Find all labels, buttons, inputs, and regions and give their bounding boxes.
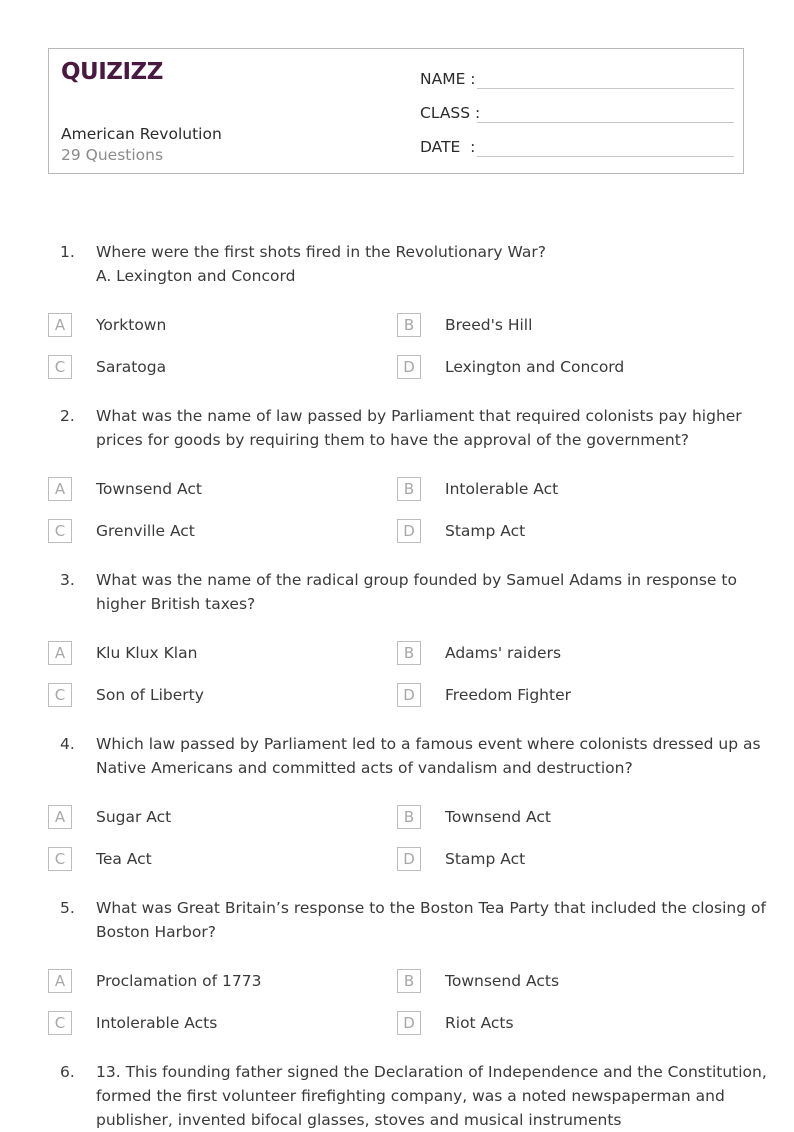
option-letter-box: A bbox=[48, 313, 72, 337]
option-letter-box: A bbox=[48, 805, 72, 829]
option-text: Stamp Act bbox=[445, 850, 526, 868]
question-line: prices for goods by requiring them to have the approval of the government? bbox=[96, 431, 690, 449]
option-letter-box: A bbox=[48, 641, 72, 665]
option-letter-box: B bbox=[397, 969, 421, 993]
question-line: A. Lexington and Concord bbox=[96, 267, 296, 285]
option-text: Intolerable Act bbox=[445, 480, 559, 498]
option-letter-box: C bbox=[48, 519, 72, 543]
question-line: Which law passed by Parliament led to a famous event where colonists dressed up as bbox=[96, 735, 761, 753]
question-line: formed the first volunteer firefighting company, was a noted newspaperman and bbox=[96, 1087, 725, 1105]
option-letter-box: C bbox=[48, 1011, 72, 1035]
question-line: Native Americans and committed acts of vandalism and destruction? bbox=[96, 759, 633, 777]
name-field[interactable] bbox=[420, 67, 734, 89]
option-letter-box: B bbox=[397, 477, 421, 501]
option-text: Son of Liberty bbox=[96, 686, 204, 704]
option-text: Adams' raiders bbox=[445, 644, 562, 662]
option-text: Stamp Act bbox=[445, 522, 526, 540]
option-text: Tea Act bbox=[96, 850, 152, 868]
option-letter-box: A bbox=[48, 969, 72, 993]
question-number: 2. bbox=[60, 407, 75, 425]
option-letter-box: D bbox=[397, 847, 421, 871]
question-line: publisher, invented bifocal glasses, stoves and musical instruments bbox=[96, 1111, 622, 1129]
question-line: higher British taxes? bbox=[96, 595, 256, 613]
option-letter-box: D bbox=[397, 355, 421, 379]
name-label: NAME : bbox=[420, 70, 476, 88]
date-label: DATE : bbox=[420, 138, 476, 156]
question-line: What was the name of the radical group founded by Samuel Adams in response to bbox=[96, 571, 737, 589]
option-letter-box: C bbox=[48, 683, 72, 707]
worksheet-header bbox=[48, 48, 744, 174]
question-line: What was the name of law passed by Parliament that required colonists pay higher bbox=[96, 407, 742, 425]
option-letter-box: B bbox=[397, 641, 421, 665]
question-line: 13. This founding father signed the Declaration of Independence and the Constitution, bbox=[96, 1063, 767, 1081]
question-text bbox=[96, 240, 746, 288]
option-text: Townsend Acts bbox=[445, 972, 560, 990]
question-count: 29 Questions bbox=[61, 146, 164, 164]
option-letter-box: C bbox=[48, 847, 72, 871]
option-text: Yorktown bbox=[96, 316, 167, 334]
question-line: What was Great Britain’s response to the Boston Tea Party that included the closing of bbox=[96, 899, 766, 917]
option-letter-box: C bbox=[48, 355, 72, 379]
question-line: Where were the first shots fired in the Revolutionary War? bbox=[96, 243, 546, 261]
option-letter-box: D bbox=[397, 683, 421, 707]
option-letter-box: D bbox=[397, 519, 421, 543]
worksheet-title: American Revolution bbox=[61, 125, 222, 143]
question-number: 6. bbox=[60, 1063, 75, 1081]
quizizz-logo: QUIZIZZ bbox=[61, 59, 163, 85]
date-field[interactable] bbox=[420, 135, 734, 157]
question-text bbox=[96, 732, 761, 780]
name-line[interactable] bbox=[477, 88, 734, 89]
option-text: Saratoga bbox=[96, 358, 167, 376]
question-number: 1. bbox=[60, 243, 75, 261]
option-text: Lexington and Concord bbox=[445, 358, 625, 376]
question-text bbox=[96, 568, 746, 616]
question-number: 5. bbox=[60, 899, 75, 917]
class-label: CLASS : bbox=[420, 104, 481, 122]
class-field[interactable] bbox=[420, 101, 734, 123]
option-letter-box: B bbox=[397, 313, 421, 337]
option-letter-box: A bbox=[48, 477, 72, 501]
class-line[interactable] bbox=[477, 122, 734, 123]
option-text: Grenville Act bbox=[96, 522, 195, 540]
question-number: 3. bbox=[60, 571, 75, 589]
option-letter-box: B bbox=[397, 805, 421, 829]
option-text: Intolerable Acts bbox=[96, 1014, 218, 1032]
option-text: Breed's Hill bbox=[445, 316, 533, 334]
question-text bbox=[96, 1060, 767, 1132]
option-text: Townsend Act bbox=[96, 480, 202, 498]
option-letter-box: D bbox=[397, 1011, 421, 1035]
question-text bbox=[96, 404, 746, 452]
option-text: Klu Klux Klan bbox=[96, 644, 198, 662]
option-text: Freedom Fighter bbox=[445, 686, 571, 704]
date-line[interactable] bbox=[477, 156, 734, 157]
question-line: Boston Harbor? bbox=[96, 923, 216, 941]
option-text: Townsend Act bbox=[445, 808, 551, 826]
option-text: Riot Acts bbox=[445, 1014, 514, 1032]
question-text bbox=[96, 896, 766, 944]
option-text: Sugar Act bbox=[96, 808, 172, 826]
question-number: 4. bbox=[60, 735, 75, 753]
option-text: Proclamation of 1773 bbox=[96, 972, 262, 990]
